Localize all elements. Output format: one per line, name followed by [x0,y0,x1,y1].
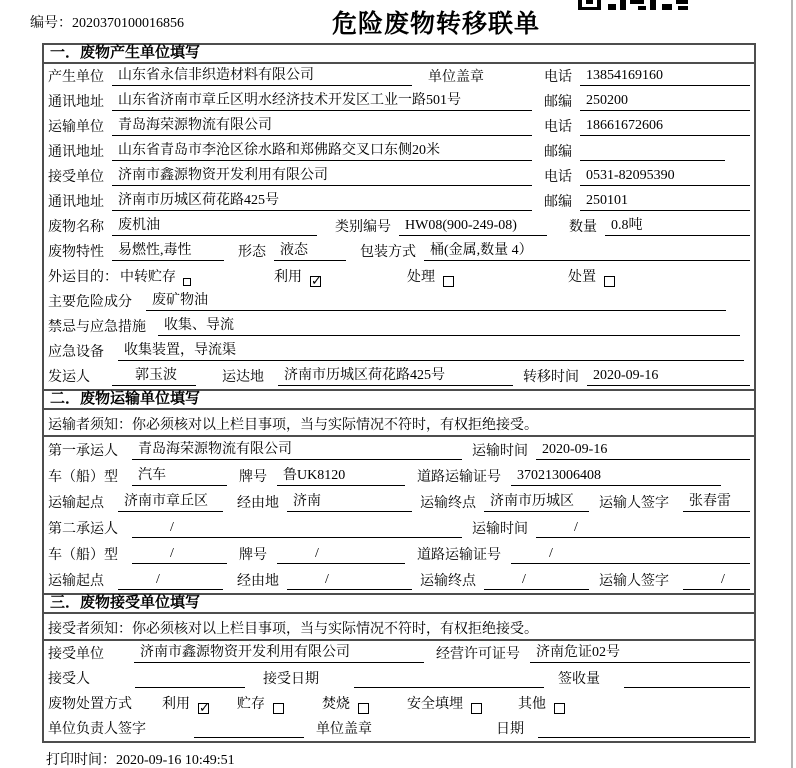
checkbox-transfer-storage [183,278,191,286]
plate2-value: / [277,545,405,564]
producer-phone-value: 13854169160 [580,67,750,86]
transporter-label: 运输单位 [48,120,104,135]
transport-time2-label: 运输时间 [472,522,528,537]
waste-character-value: 易燃性,毒性 [112,242,224,261]
packing-label: 包装方式 [360,245,416,260]
carrier-sign1-label: 运输人签字 [599,496,669,511]
transfer-time-value: 2020-09-16 [587,367,750,386]
row-manager-sign [44,716,754,741]
first-carrier-value: 青岛海荣源物流有限公司 [132,441,462,460]
waste-name-value: 废机油 [112,217,317,236]
receiver-value: 济南市鑫源物资开发利用有限公司 [112,167,532,186]
checkbox-disposal-store [273,703,284,714]
recipient-value [135,670,245,688]
checkbox-dispose [604,276,615,287]
transporter-address-value: 山东省青岛市李沧区徐水路和郑佛路交叉口东侧20米 [112,142,532,161]
second-carrier-value: / [132,519,462,538]
row-accept-unit [44,641,754,666]
row-route2 [44,567,754,593]
disposal-option-utilize-label: 利用 [162,697,190,712]
producer-phone-label: 电话 [544,70,572,85]
packing-value: 桶(金属,数量 4） [424,242,750,261]
transporter-zip-value [580,143,725,161]
disposal-method-label: 废物处置方式 [48,697,132,712]
vehicle-type2-value: / [132,545,227,564]
transporter-value: 青岛海荣源物流有限公司 [112,117,532,136]
accept-date-label: 接受日期 [263,672,319,687]
plate1-label: 牌号 [239,470,267,485]
waste-character-label: 废物特性 [48,245,104,260]
producer-value: 山东省永信非织造材料有限公司 [112,67,412,86]
row-transporter-address [44,139,754,164]
receiver-label: 接受单位 [48,170,104,185]
row-producer [44,64,754,89]
checkbox-utilize [310,276,321,287]
carrier-sign2-value: / [683,571,750,590]
row-transporter [44,114,754,139]
serial-line [30,12,184,32]
disposal-option-store-label: 贮存 [237,697,265,712]
emergency-equipment-label: 应急设备 [48,345,104,360]
section1-header: 一．废物产生单位填写 [44,45,754,64]
print-time-label: 打印时间： [46,753,116,768]
plate1-value: 鲁UK8120 [277,467,405,486]
signed-amount-value [624,670,750,688]
destination-value: 济南市历城区荷花路425号 [278,367,513,386]
producer-address-value: 山东省济南市章丘区明水经济技术开发区工业一路501号 [112,92,532,111]
manager-sign-value [194,720,304,738]
section2-header: 二．废物运输单位填写 [44,389,754,410]
transporter-phone-label: 电话 [544,120,572,135]
qr-code-fragment [578,0,690,11]
transfer-time-label: 转移时间 [523,370,579,385]
producer-zip-label: 邮编 [544,95,572,110]
transporter-zip-label: 邮编 [544,145,572,160]
transport-time1-label: 运输时间 [472,444,528,459]
road-permit2-value: / [511,545,750,564]
checkbox-disposal-other [554,703,565,714]
taboo-measures-label: 禁忌与应急措施 [48,320,146,335]
row-vehicle1 [44,463,754,489]
destination-label: 运达地 [222,370,264,385]
row-emergency-equipment [44,339,754,364]
print-time-line [46,749,235,768]
receiver-notice-row [44,614,754,641]
unit-seal-label: 单位盖章 [428,70,484,85]
via1-label: 经由地 [237,496,279,511]
second-carrier-label: 第二承运人 [48,522,118,537]
sign-date-label: 日期 [496,722,524,737]
signed-amount-label: 签收量 [558,672,600,687]
serial-label: 编号： [30,16,72,31]
manager-sign-label: 单位负责人签字 [48,722,146,737]
form-value: 液态 [274,242,346,261]
section3-header: 三．废物接受单位填写 [44,593,754,614]
row-disposal-method [44,691,754,716]
end2-label: 运输终点 [420,574,476,589]
purpose-option-dispose-label: 处置 [568,270,596,285]
row-receiver [44,164,754,189]
road-permit1-value: 370213006408 [511,467,721,486]
page-right-edge [791,0,793,768]
transport-time2-value: / [536,519,750,538]
carrier-sign2-label: 运输人签字 [599,574,669,589]
unit-seal2-label: 单位盖章 [316,722,372,737]
hazard-component-value: 废矿物油 [146,292,726,311]
row-receiver-address [44,189,754,214]
origin1-label: 运输起点 [48,496,104,511]
origin2-label: 运输起点 [48,574,104,589]
producer-zip-value: 250200 [580,92,750,111]
emergency-equipment-value: 收集装置，导流渠 [118,342,744,361]
purpose-option-treat-label: 处理 [407,270,435,285]
row-vehicle2 [44,541,754,567]
receiver-address-label: 通讯地址 [48,195,104,210]
producer-label: 产生单位 [48,70,104,85]
row-shipper [44,364,754,389]
waste-name-label: 废物名称 [48,220,104,235]
receiver-notice-text: 接受者须知：你必须核对以上栏目事项，当与实际情况不符时，有权拒绝接受。 [48,622,538,637]
print-time-value: 2020-09-16 10:49:51 [116,753,235,768]
vehicle-type1-value: 汽车 [132,467,227,486]
receiver-address-value: 济南市历城区荷花路425号 [112,192,532,211]
carrier-sign1-value: 张春雷 [683,493,750,512]
row-hazard-component [44,289,754,314]
checkbox-disposal-landfill [471,703,482,714]
row-recipient [44,666,754,691]
serial-number: 2020370100016856 [72,16,184,31]
category-value: HW08(900-249-08) [399,217,547,236]
checkbox-treat [443,276,454,287]
end2-value: / [484,571,589,590]
transporter-address-label: 通讯地址 [48,145,104,160]
row-producer-address [44,89,754,114]
vehicle-type1-label: 车（船）型 [48,470,118,485]
shipper-value: 郭玉波 [112,367,196,386]
origin1-value: 济南市章丘区 [118,493,223,512]
disposal-option-incinerate-label: 焚烧 [322,697,350,712]
vehicle-type2-label: 车（船）型 [48,548,118,563]
quantity-value: 0.8吨 [605,217,750,236]
row-second-carrier [44,515,754,541]
transporter-notice-text: 运输者须知：你必须核对以上栏目事项，当与实际情况不符时，有权拒绝接受。 [48,418,538,433]
end1-label: 运输终点 [420,496,476,511]
first-carrier-label: 第一承运人 [48,444,118,459]
transfer-form [42,43,756,743]
road-permit1-label: 道路运输证号 [417,470,501,485]
row-waste-character [44,239,754,264]
disposal-option-other-label: 其他 [518,697,546,712]
accept-unit-label: 接受单位 [48,647,104,662]
receiver-zip-label: 邮编 [544,195,572,210]
producer-address-label: 通讯地址 [48,95,104,110]
transporter-phone-value: 18661672606 [580,117,750,136]
license-label: 经营许可证号 [436,647,520,662]
taboo-measures-value: 收集、导流 [158,317,740,336]
purpose-option-utilize-label: 利用 [274,270,302,285]
checkbox-disposal-utilize [198,703,209,714]
form-label: 形态 [238,245,266,260]
road-permit2-label: 道路运输证号 [417,548,501,563]
row-waste-name [44,214,754,239]
accept-date-value [354,670,544,688]
quantity-label: 数量 [569,220,597,235]
purpose-label: 外运目的： [48,270,118,285]
via2-label: 经由地 [237,574,279,589]
disposal-option-landfill-label: 安全填埋 [407,697,463,712]
receiver-phone-label: 电话 [544,170,572,185]
recipient-label: 接受人 [48,672,90,687]
plate2-label: 牌号 [239,548,267,563]
receiver-zip-value: 250101 [580,192,750,211]
shipper-label: 发运人 [48,370,90,385]
purpose-option-transfer-storage-label: 中转贮存 [120,270,176,285]
hazard-component-label: 主要危险成分 [48,295,132,310]
category-label: 类别编号 [335,220,391,235]
license-value: 济南危证02号 [530,644,750,663]
end1-value: 济南市历城区 [484,493,589,512]
row-first-carrier [44,437,754,463]
transporter-notice-row [44,410,754,437]
sign-date-value [538,720,750,738]
via2-value: / [287,571,412,590]
accept-unit-value: 济南市鑫源物资开发利用有限公司 [134,644,424,663]
origin2-value: / [118,571,223,590]
row-transfer-purpose [44,264,754,289]
via1-value: 济南 [287,493,412,512]
checkbox-disposal-incinerate [358,703,369,714]
row-taboo-measures [44,314,754,339]
page-title: 危险废物转移联单 [332,11,541,38]
row-route1 [44,489,754,515]
transport-time1-value: 2020-09-16 [536,441,750,460]
receiver-phone-value: 0531-82095390 [580,167,750,186]
